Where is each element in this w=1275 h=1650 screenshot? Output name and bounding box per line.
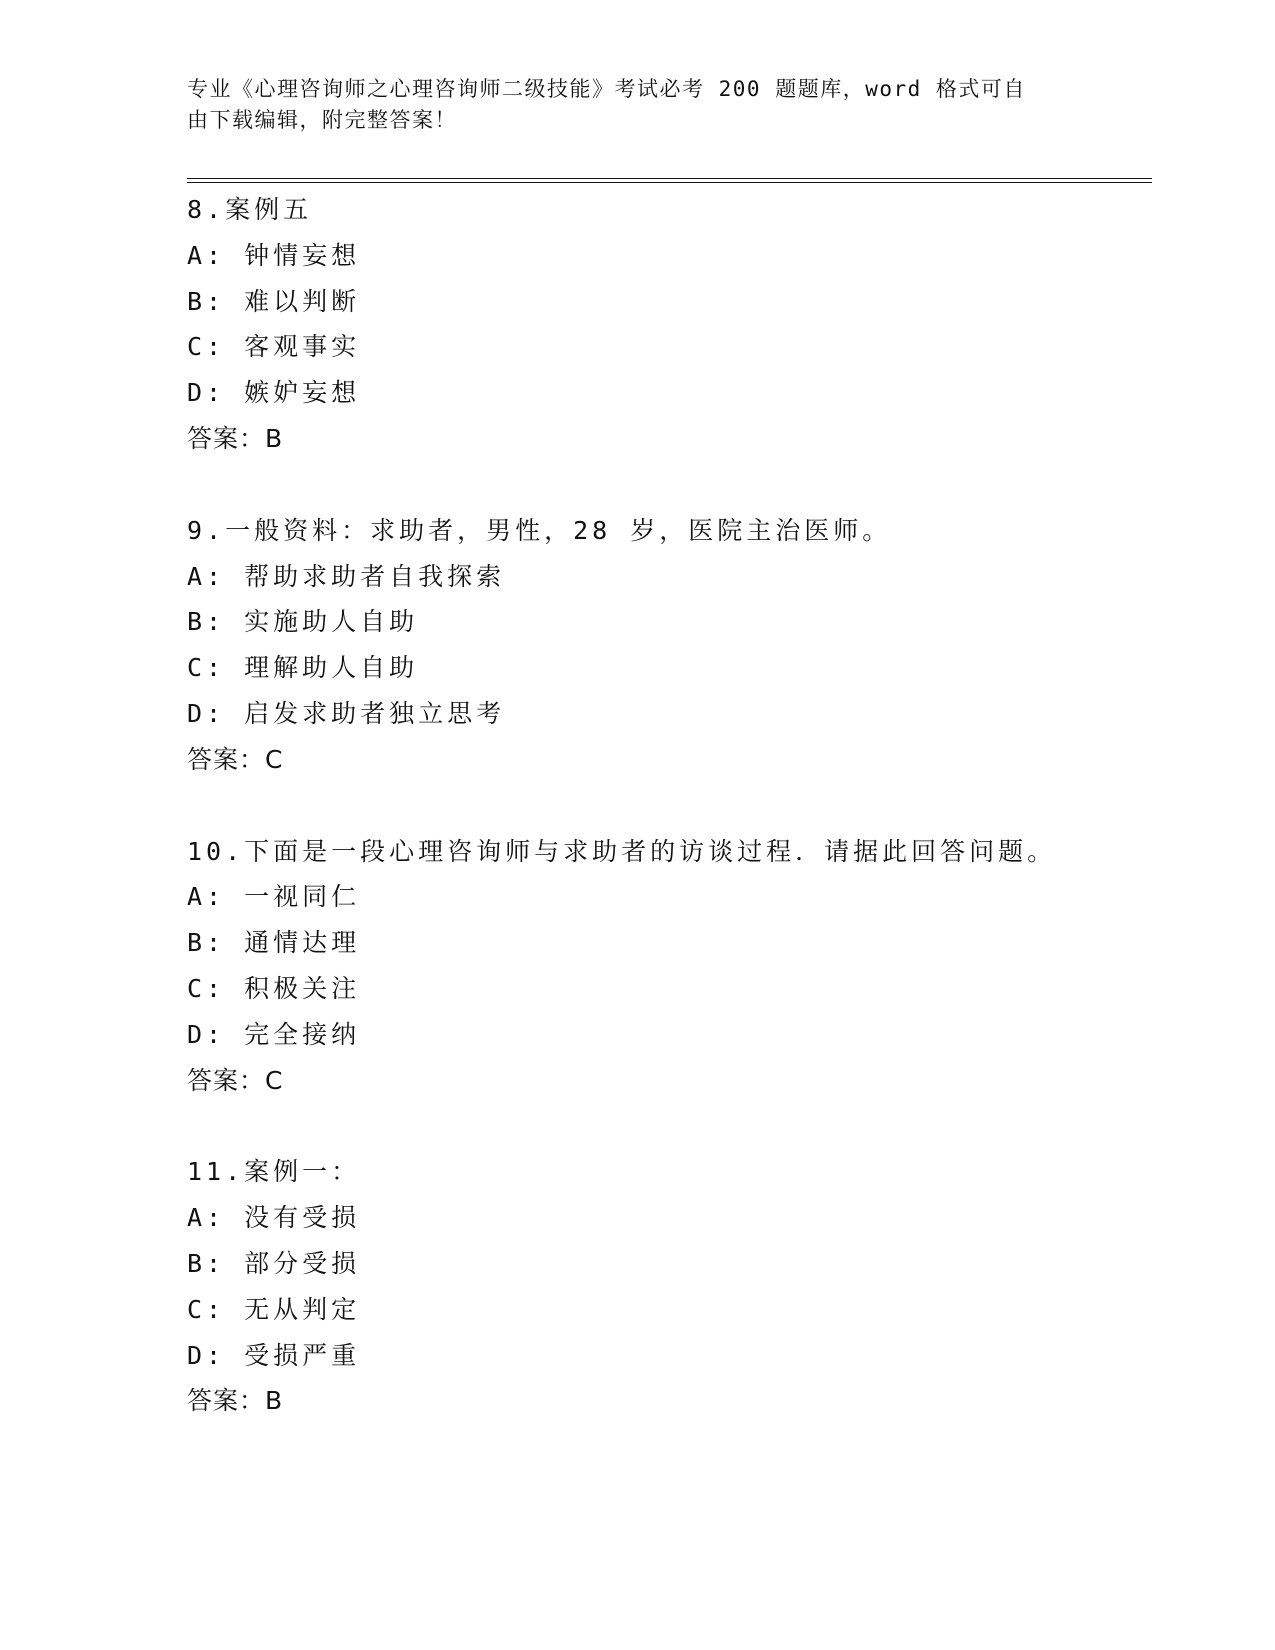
option-b: B: 难以判断 xyxy=(187,286,361,316)
option-d: D: 嫉妒妄想 xyxy=(187,378,361,408)
question-9 xyxy=(187,508,1147,783)
option-c: C: 积极关注 xyxy=(187,973,361,1003)
option-a: A: 帮助求助者自我探索 xyxy=(187,561,506,591)
option-a: A: 没有受损 xyxy=(187,1203,361,1233)
question-10 xyxy=(187,829,1147,1104)
option-a: A: 一视同仁 xyxy=(187,882,361,912)
answer-label: 答案：B xyxy=(187,1386,284,1416)
option-d: D: 完全接纳 xyxy=(187,1019,361,1049)
header-divider-top xyxy=(187,178,1152,179)
question-stem: 11.案例一： xyxy=(187,1157,361,1187)
question-8 xyxy=(187,187,1147,462)
answer-label: 答案：C xyxy=(187,744,284,774)
question-stem: 9.一般资料：求助者，男性，28 岁，医院主治医师。 xyxy=(187,515,892,545)
header-intro-line-2: 由下载编辑，附完整答案！ xyxy=(187,108,457,132)
document-header xyxy=(187,74,1057,136)
answer-label: 答案：B xyxy=(187,423,284,453)
option-b: B: 通情达理 xyxy=(187,928,361,958)
question-stem: 10.下面是一段心理咨询师与求助者的访谈过程．请据此回答问题。 xyxy=(187,836,1057,866)
option-d: D: 启发求助者独立思考 xyxy=(187,698,506,728)
option-b: B: 部分受损 xyxy=(187,1248,361,1278)
header-intro-line-1: 专业《心理咨询师之心理咨询师二级技能》考试必考 200 题题库，word 格式可自 xyxy=(187,77,1026,101)
option-c: C: 无从判定 xyxy=(187,1294,361,1324)
option-c: C: 理解助人自助 xyxy=(187,653,419,683)
option-a: A: 钟情妄想 xyxy=(187,240,361,270)
answer-label: 答案：C xyxy=(187,1065,284,1095)
question-list xyxy=(187,187,1147,1470)
header-divider-bottom xyxy=(187,182,1152,183)
option-d: D: 受损严重 xyxy=(187,1340,361,1370)
question-11 xyxy=(187,1149,1147,1424)
question-stem: 8.案例五 xyxy=(187,195,313,224)
option-b: B: 实施助人自助 xyxy=(187,607,419,637)
option-c: C: 客观事实 xyxy=(187,332,361,362)
